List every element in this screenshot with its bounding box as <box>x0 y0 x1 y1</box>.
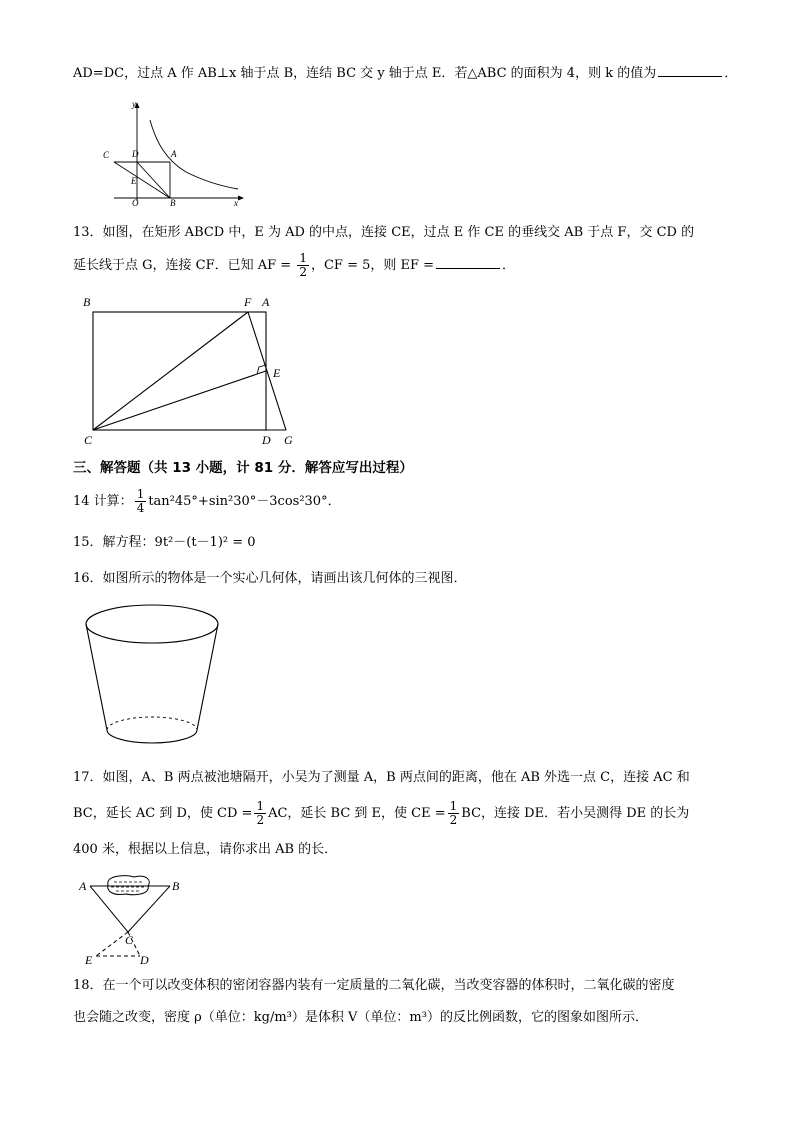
q16-line: 16．如图所示的物体是一个实心几何体，请画出该几何体的三视图． <box>73 571 467 586</box>
q14-expression: tan²45°+sin²30°－3cos²30°． <box>148 494 341 509</box>
q17-label-a: A <box>79 879 87 893</box>
q13-label-c: C <box>84 433 93 447</box>
q12-answer-blank[interactable] <box>658 64 722 77</box>
q13-label-d: D <box>262 433 271 447</box>
q17-line3: 400 米，根据以上信息，请你求出 AB 的长． <box>73 842 338 857</box>
q18-line2: 也会随之改变，密度 ρ（单位：kg/m³）是体积 V（单位：m³）的反比例函数，它的图象如图所示． <box>73 1010 648 1025</box>
q17-frac2-num: 1 <box>449 799 458 813</box>
q13-figure <box>80 292 300 452</box>
q13-fraction <box>297 252 309 279</box>
q17-fraction-1 <box>254 800 266 827</box>
q17-label-d: D <box>140 953 149 967</box>
q14-line <box>73 488 341 515</box>
q14-frac-num: 1 <box>136 487 145 501</box>
q17-label-b: B <box>172 879 180 893</box>
q12-label-o: O <box>132 198 139 208</box>
q17-fraction-2 <box>448 800 460 827</box>
q13-line2-a: 延长线于点 G，连接 CF．已知 AF = <box>73 258 292 273</box>
q16-bottom-front-arc <box>107 730 197 743</box>
q17-frac2-den: 2 <box>449 813 458 827</box>
q13-line2-b: ，CF = 5，则 EF = <box>310 258 435 273</box>
q13-frac-num: 1 <box>299 251 307 265</box>
q16-bottom-back-arc <box>107 717 197 730</box>
q12-line1: AD=DC，过点 A 作 AB⊥x 轴于点 B，连结 BC 交 y 轴于点 E．若△ABC 的面积为 4，则 k 的值为 <box>73 66 657 81</box>
q17-segment-ac <box>90 886 128 932</box>
q12-label-b: B <box>170 198 176 208</box>
q12-label-e: E <box>131 176 137 186</box>
q16-top-ellipse <box>86 605 218 643</box>
q13-segment-ce <box>93 371 266 430</box>
q13-label-b: B <box>83 295 91 309</box>
q12-figure <box>100 98 250 208</box>
q17-line2-a: BC，延长 AC 到 D，使 CD = <box>73 806 253 821</box>
q14-fraction <box>135 488 147 515</box>
q17-frac1-den: 2 <box>256 813 265 827</box>
q15-line: 15．解方程：9t²－(t－1)² = 0 <box>73 535 256 550</box>
q13-frac-den: 2 <box>299 265 307 279</box>
section-3-heading: 三、解答题（共 13 小题，计 81 分．解答应写出过程） <box>73 460 413 476</box>
q13-label-g: G <box>284 433 293 447</box>
q12-label-a: A <box>171 149 177 159</box>
q17-pond <box>108 876 150 895</box>
q17-figure <box>78 872 188 967</box>
q13-end: ． <box>502 258 516 273</box>
q13-line2 <box>73 252 515 279</box>
q18-line1: 18．在一个可以改变体积的密闭容器内装有一定质量的二氧化碳，当改变容器的体积时，二氧化碳的密度 <box>73 978 675 993</box>
q12-hyperbola <box>150 120 238 189</box>
q12-label-d: D <box>132 149 139 159</box>
q14-prefix: 14 计算： <box>73 494 133 509</box>
q12-label-y: y <box>132 99 136 109</box>
q17-line2 <box>73 800 689 827</box>
q13-segment-cf <box>93 312 248 430</box>
q12-x-arrow <box>238 196 244 201</box>
q17-label-e: E <box>85 953 93 967</box>
q17-segment-ce <box>96 932 128 956</box>
q13-answer-blank[interactable] <box>436 256 500 269</box>
q17-line1: 17．如图，A、B 两点被池塘隔开，小吴为了测量 A，B 两点间的距离，他在 AB 外选一点 C，连接 AC 和 <box>73 770 690 785</box>
q12-end: ． <box>724 66 738 81</box>
q12-text <box>73 64 737 84</box>
q16-right-side <box>197 624 218 730</box>
q13-label-e: E <box>273 366 281 380</box>
q13-label-a: A <box>262 295 270 309</box>
q17-segment-bc <box>128 886 170 932</box>
q17-frac1-num: 1 <box>256 799 265 813</box>
q16-figure-frustum <box>80 600 225 755</box>
q12-label-c: C <box>103 150 110 160</box>
q14-frac-den: 4 <box>136 501 145 515</box>
q17-label-c: C <box>125 933 134 947</box>
q12-label-x: x <box>234 198 238 208</box>
q16-left-side <box>86 624 107 730</box>
q13-label-f: F <box>244 295 252 309</box>
q13-line1: 13．如图，在矩形 ABCD 中，E 为 AD 的中点，连接 CE，过点 E 作 CE 的垂线交 AB 于点 F，交 CD 的 <box>73 225 695 240</box>
q13-rectangle <box>93 312 266 430</box>
q17-line2-c: BC，连接 DE．若小吴测得 DE 的长为 <box>461 806 690 821</box>
q17-line2-b: AC，延长 BC 到 E，使 CE = <box>268 806 446 821</box>
